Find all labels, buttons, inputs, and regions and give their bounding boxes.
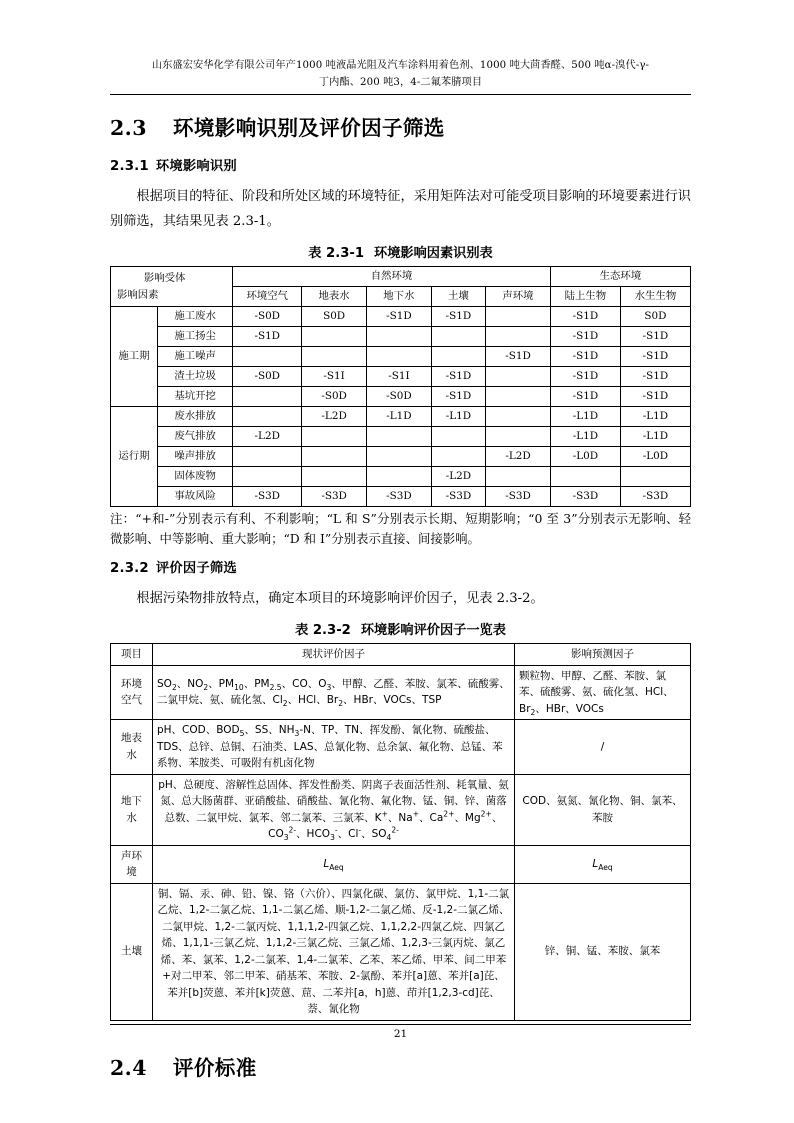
cell: -S1D xyxy=(550,367,620,387)
table-1-factor: 施工噪声 xyxy=(158,347,233,367)
table-2-header-row xyxy=(111,644,691,666)
table-1-factor: 施工废水 xyxy=(158,307,233,327)
cell: -S1D xyxy=(550,387,620,407)
cell: -S1D xyxy=(550,327,620,347)
cell: -L2D xyxy=(431,467,485,487)
table-2-category-acoustic: 声环 境 xyxy=(111,845,153,883)
table-2-category-surface-water: 地表 水 xyxy=(111,720,153,775)
section-heading-2-3 xyxy=(110,111,691,141)
table-1-col-aquatic: 水生生物 xyxy=(620,287,690,307)
cell xyxy=(302,327,367,347)
cell: -S1D xyxy=(431,307,485,327)
table-2-predict-soil: 锌、铜、锰、苯胺、氯苯 xyxy=(515,883,691,1020)
table-row xyxy=(111,347,691,367)
cell: -L1D xyxy=(620,427,690,447)
table-1-factor: 废水排放 xyxy=(158,407,233,427)
cell: -S3D xyxy=(233,487,302,507)
cell: -S1I xyxy=(302,367,367,387)
table-1-factor: 基坑开挖 xyxy=(158,387,233,407)
table-1-note: 注：“+和-”分别表示有利、不利影响；“L 和 S”分别表示长期、短期影响；“0 至 3”分别表示无影响、轻微影响、中等影响、重大影响；“D 和 I”分别表示直接、间接影响。 xyxy=(110,511,691,546)
cell xyxy=(486,387,551,407)
cell: -S3D xyxy=(302,487,367,507)
cell xyxy=(431,327,485,347)
cell: -L1D xyxy=(620,407,690,427)
cell: -S3D xyxy=(620,487,690,507)
page-footer xyxy=(110,1024,691,1040)
table-1-factor: 噪声排放 xyxy=(158,447,233,467)
table-row xyxy=(111,487,691,507)
table-1-col-groundwater: 地下水 xyxy=(367,287,432,307)
table-1-col-surface-water: 地表水 xyxy=(302,287,367,307)
cell xyxy=(302,467,367,487)
cell: -S1D xyxy=(367,307,432,327)
table-1-group-eco: 生态环境 xyxy=(550,267,690,287)
table-row xyxy=(111,387,691,407)
cell xyxy=(431,347,485,367)
table-1-group-natural: 自然环境 xyxy=(233,267,551,287)
table-2-predict-acoustic: $L_{Aeq}$ xyxy=(515,845,691,883)
cell: -S1D xyxy=(431,387,485,407)
cell: -S1D xyxy=(620,367,690,387)
table-row xyxy=(111,845,691,883)
cell xyxy=(233,347,302,367)
cell: -S3D xyxy=(550,487,620,507)
cell xyxy=(486,367,551,387)
subsection-number-2-3-2: 2.3.2 xyxy=(110,561,149,576)
table-2-current-acoustic: $L_{Aeq}$ xyxy=(153,845,515,883)
table-1-phase-construction: 施工期 xyxy=(111,307,158,407)
cell xyxy=(233,447,302,467)
cell: -S3D xyxy=(431,487,485,507)
cell xyxy=(302,447,367,467)
table-2-current-air: $SO_2$、$NO_2$、$PM_{10}$、$PM_{2.5}$、CO、$O_3$、甲醇、乙醛、苯胺、氯苯、硫酸雾、二氯甲烷、氨、硫化氢、$Cl_2$、HCl、$Br_2$、HBr、VOCs、TSP xyxy=(153,665,515,720)
running-header-line1: 山东盛宏安华化学有限公司年产1000 吨液晶光阻及汽车涂料用着色剂、1000 吨大茴香醛、500 吨α-溴代-γ- xyxy=(151,60,650,71)
cell xyxy=(367,427,432,447)
table-2-current-groundwater: pH、总硬度、溶解性总固体、挥发性酚类、阴离子表面活性剂、耗氧量、氨氮、总大肠菌群、亚硝酸盐、硝酸盐、氰化物、氟化物、锰、铜、锌、菌落总数、二氯甲烷、氯苯、邻二氯苯、三氯苯、K+、Na+、$Ca^{2+}$、$Mg^{2+}$、$CO_3^{2-}$、$HCO_3^-$、Cl-、$SO_4^{2-}$ xyxy=(153,774,515,845)
cell: -L2D xyxy=(302,407,367,427)
table-2-current-surface-water: pH、COD、$BOD_5$、SS、$NH_3-N$、TP、TN、挥发酚、氰化物、硫酸盐、TDS、总锌、总铜、石油类、LAS、总氰化物、总余氯、氟化物、总锰、苯系物、苯胺类、可吸附有机卤化物 xyxy=(153,720,515,775)
table-2-category-groundwater: 地下 水 xyxy=(111,774,153,845)
table-row xyxy=(111,774,691,845)
cell: -S1D xyxy=(620,347,690,367)
cell xyxy=(367,467,432,487)
cell: -S1D xyxy=(233,327,302,347)
cell: S0D xyxy=(620,307,690,327)
table-1-caption xyxy=(110,242,691,261)
table-1-col-soil: 土壤 xyxy=(431,287,485,307)
table-1-col-terrestrial: 陆上生物 xyxy=(550,287,620,307)
table-1-corner-cell xyxy=(111,267,233,307)
table-1-col-air: 环境空气 xyxy=(233,287,302,307)
running-header xyxy=(110,57,691,91)
table-1-factor: 渣土垃圾 xyxy=(158,367,233,387)
cell: -S0D xyxy=(302,387,367,407)
table-2-caption xyxy=(110,619,691,638)
page-number: 21 xyxy=(393,1028,408,1040)
table-row xyxy=(111,883,691,1020)
table-row xyxy=(111,427,691,447)
cell: -S0D xyxy=(367,387,432,407)
cell xyxy=(486,307,551,327)
cell: -L0D xyxy=(620,447,690,467)
cell: -L1D xyxy=(367,407,432,427)
cell xyxy=(367,327,432,347)
corner-factor-label: 影响因素 xyxy=(117,288,159,301)
cell: -S1D xyxy=(620,327,690,347)
table-2-col-item: 项目 xyxy=(111,644,153,666)
table-row xyxy=(111,447,691,467)
cell: -L2D xyxy=(486,447,551,467)
cell: -S1D xyxy=(431,367,485,387)
paragraph-2-3-1: 根据项目的特征、阶段和所处区域的环境特征，采用矩阵法对可能受项目影响的环境要素进行识别筛选，其结果见表 2.3-1。 xyxy=(110,189,691,229)
table-1-header-row-1 xyxy=(111,267,691,287)
table-row xyxy=(111,467,691,487)
cell: -L2D xyxy=(233,427,302,447)
table-1-factor: 事故风险 xyxy=(158,487,233,507)
evaluation-factor-table xyxy=(110,643,691,1021)
section-title-2-4: 评价标准 xyxy=(173,1055,257,1080)
table-1-factor: 施工扬尘 xyxy=(158,327,233,347)
subsection-title-2-3-1: 环境影响识别 xyxy=(155,159,237,174)
cell xyxy=(302,427,367,447)
subsection-number-2-3-1: 2.3.1 xyxy=(110,159,149,174)
table-1-caption-number: 表 2.3-1 xyxy=(308,246,365,261)
cell xyxy=(431,427,485,447)
table-2-caption-title: 环境影响评价因子一览表 xyxy=(360,623,506,638)
cell: -L1D xyxy=(550,407,620,427)
cell: -S0D xyxy=(233,307,302,327)
table-1-phase-operation: 运行期 xyxy=(111,407,158,507)
table-row xyxy=(111,665,691,720)
cell: -S3D xyxy=(367,487,432,507)
cell: S0D xyxy=(302,307,367,327)
section-heading-2-4 xyxy=(110,1051,691,1081)
table-1-caption-title: 环境影响因素识别表 xyxy=(374,246,493,261)
cell: -L1D xyxy=(431,407,485,427)
table-2-predict-surface-water: / xyxy=(515,720,691,775)
cell xyxy=(486,407,551,427)
cell: -S1D xyxy=(486,347,551,367)
cell: -S1I xyxy=(367,367,432,387)
cell: -S1D xyxy=(550,347,620,367)
cell xyxy=(486,327,551,347)
cell xyxy=(486,467,551,487)
corner-receptor-label: 影响受体 xyxy=(143,271,186,284)
table-2-col-predict: 影响预测因子 xyxy=(515,644,691,666)
cell xyxy=(233,407,302,427)
cell xyxy=(233,387,302,407)
cell: -S0D xyxy=(233,367,302,387)
cell xyxy=(233,467,302,487)
subsection-heading-2-3-2 xyxy=(110,557,691,576)
cell xyxy=(620,467,690,487)
table-row xyxy=(111,327,691,347)
table-1-factor: 固体废物 xyxy=(158,467,233,487)
table-row xyxy=(111,367,691,387)
section-number-2-3: 2.3 xyxy=(110,116,147,140)
table-2-current-soil: 铜、镉、汞、砷、铅、镍、铬（六价）、四氯化碳、氯仿、氯甲烷、1,1-二氯乙烷、1,2-二氯乙烷、1,1-二氯乙烯、顺-1,2-二氯乙烯、反-1,2-二氯乙烯、二氯甲烷、1,2-二氯丙烷、1,1,1,2-四氯乙烷、1,1,2,2-四氯乙烷、四氯乙烯、1,1,1-三氯乙烷、1,1,2-三氯乙烷、三氯乙烯、1,2,3-三氯丙烷、氯乙烯、苯、氯苯、1,2-二氯苯、1,4-二氯苯、乙苯、苯乙烯、甲苯、间二甲苯+对二甲苯、邻二甲苯、硝基苯、苯胺、2-氯酚、苯并[a]蒽、苯并[a]芘、苯并[b]荧蒽、苯并[k]荧蒽、䓛、二苯并[a，h]蒽、茚并[1,2,3-cd]芘、萘、氰化物 xyxy=(153,883,515,1020)
table-2-caption-number: 表 2.3-2 xyxy=(295,623,351,638)
table-1-col-acoustic: 声环境 xyxy=(486,287,551,307)
cell: -S3D xyxy=(486,487,551,507)
cell: -S1D xyxy=(550,307,620,327)
cell: -L0D xyxy=(550,447,620,467)
table-row xyxy=(111,307,691,327)
table-2-col-current: 现状评价因子 xyxy=(153,644,515,666)
running-header-line2: 丁内酯、200 吨3，4-二氟苯腈项目 xyxy=(318,77,483,88)
table-1-factor: 废气排放 xyxy=(158,427,233,447)
table-row xyxy=(111,720,691,775)
table-row xyxy=(111,407,691,427)
paragraph-2-3-2: 根据污染物排放特点，确定本项目的环境影响评价因子，见表 2.3-2。 xyxy=(136,591,544,606)
cell: -S1D xyxy=(620,387,690,407)
impact-identification-table xyxy=(110,266,691,507)
table-2-predict-air: 颗粒物、甲醇、乙醛、苯胺、氯苯、硫酸雾、氨、硫化氢、HCl、$Br_2$、HBr、VOCs xyxy=(515,665,691,720)
cell xyxy=(367,447,432,467)
section-number-2-4: 2.4 xyxy=(110,1055,147,1080)
cell xyxy=(431,447,485,467)
cell xyxy=(302,347,367,367)
cell xyxy=(486,427,551,447)
cell xyxy=(550,467,620,487)
table-2-category-air: 环境 空气 xyxy=(111,665,153,720)
cell: -L1D xyxy=(550,427,620,447)
header-divider xyxy=(110,94,691,95)
subsection-heading-2-3-1 xyxy=(110,155,691,174)
section-title-2-3: 环境影响识别及评价因子筛选 xyxy=(173,116,445,140)
subsection-title-2-3-2: 评价因子筛选 xyxy=(155,561,237,576)
cell xyxy=(367,347,432,367)
table-2-category-soil: 土壤 xyxy=(111,883,153,1020)
table-2-predict-groundwater: COD、氨氮、氰化物、铜、氯苯、苯胺 xyxy=(515,774,691,845)
